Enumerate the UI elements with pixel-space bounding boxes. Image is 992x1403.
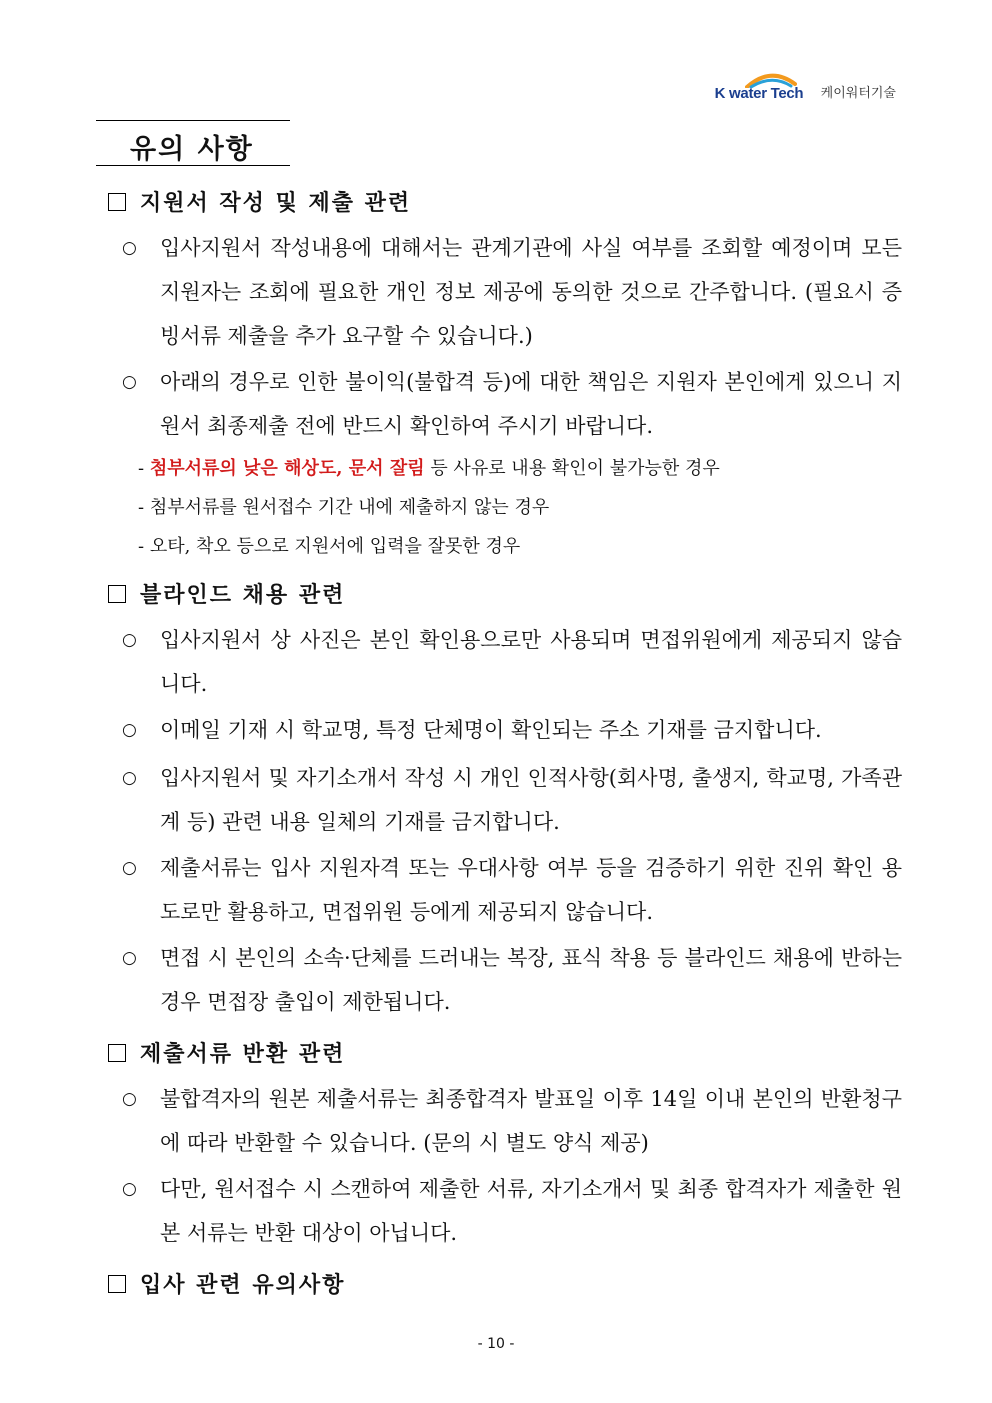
- circle-bullet-icon: ○: [122, 1179, 137, 1199]
- circle-bullet-icon: ○: [122, 630, 137, 650]
- dash-bullet: -: [138, 497, 145, 518]
- dash-bullet: -: [138, 536, 145, 557]
- list-item: [122, 1167, 902, 1255]
- list-item-text: 입사지원서 및 자기소개서 작성 시 개인 인적사항(회사명, 출생지, 학교명, 가족관계 등) 관련 내용 일체의 기재를 금지합니다.: [160, 766, 902, 834]
- logo-text: K water Tech: [714, 85, 804, 102]
- dash-bullet: -: [138, 458, 145, 479]
- circle-bullet-icon: ○: [122, 768, 137, 788]
- checkbox-square-icon: [108, 585, 126, 603]
- list-item: [122, 756, 902, 844]
- sub-list-item: [138, 493, 549, 519]
- sub-list-item-text: 첨부서류를 원서접수 기간 내에 제출하지 않는 경우: [149, 497, 550, 518]
- sub-list-item-text: 오타, 착오 등으로 지원서에 입력을 잘못한 경우: [149, 536, 521, 557]
- list-item-text: 입사지원서 작성내용에 대해서는 관계기관에 사실 여부를 조회할 예정이며 모든 지원자는 조회에 필요한 개인 정보 제공에 동의한 것으로 간주합니다. (필요시 증빙서류 제출을 추가 요구할 수 있습니다.): [160, 236, 902, 348]
- list-item-text: 이메일 기재 시 학교명, 특정 단체명이 확인되는 주소 기재를 금지합니다.: [160, 718, 822, 742]
- section-heading-notice: [108, 1268, 345, 1299]
- list-item: [122, 936, 902, 1024]
- list-item: [122, 618, 902, 706]
- list-item: [122, 708, 902, 752]
- section-heading-text: 입사 관련 유의사항: [140, 1273, 346, 1298]
- circle-bullet-icon: ○: [122, 238, 137, 258]
- section-heading-return: [108, 1037, 345, 1068]
- sub-list-item: [138, 532, 520, 558]
- section-heading-text: 블라인드 채용 관련: [140, 583, 346, 608]
- list-item-text: 면접 시 본인의 소속·단체를 드러내는 복장, 표식 착용 등 블라인드 채용에 반하는 경우 면접장 출입이 제한됩니다.: [160, 946, 902, 1014]
- section-heading-blind: [108, 578, 345, 609]
- sub-list-item: [138, 454, 720, 480]
- list-item: [122, 846, 902, 934]
- section-heading-text: 제출서류 반환 관련: [140, 1042, 346, 1067]
- circle-bullet-icon: ○: [122, 948, 137, 968]
- logo-mark: [715, 72, 811, 102]
- checkbox-square-icon: [108, 1275, 126, 1293]
- page-title: 유의 사항: [130, 134, 254, 165]
- circle-bullet-icon: ○: [122, 372, 137, 392]
- circle-bullet-icon: ○: [122, 858, 137, 878]
- list-item: [122, 360, 902, 448]
- company-logo: [715, 72, 896, 102]
- list-item-text: 아래의 경우로 인한 불이익(불합격 등)에 대한 책임은 지원자 본인에게 있으니 지원서 최종제출 전에 반드시 확인하여 주시기 바랍니다.: [160, 370, 902, 438]
- section-heading-application: [108, 186, 411, 217]
- circle-bullet-icon: ○: [122, 1089, 137, 1109]
- checkbox-square-icon: [108, 193, 126, 211]
- circle-bullet-icon: ○: [122, 720, 137, 740]
- highlighted-text: 첨부서류의 낮은 해상도, 문서 잘림: [149, 458, 425, 479]
- page-number: - 10 -: [477, 1336, 515, 1352]
- section-heading-text: 지원서 작성 및 제출 관련: [140, 191, 412, 216]
- logo-korean-text: 케이워터기술: [820, 86, 896, 101]
- list-item-text: 입사지원서 상 사진은 본인 확인용으로만 사용되며 면접위원에게 제공되지 않습니다.: [160, 628, 902, 696]
- list-item-text: 불합격자의 원본 제출서류는 최종합격자 발표일 이후 14일 이내 본인의 반환청구에 따라 반환할 수 있습니다. (문의 시 별도 양식 제공): [160, 1087, 902, 1155]
- sub-list-item-text: 등 사유로 내용 확인이 불가능한 경우: [424, 458, 720, 479]
- checkbox-square-icon: [108, 1044, 126, 1062]
- page-title-box: [96, 120, 290, 166]
- list-item: [122, 1077, 902, 1165]
- list-item-text: 다만, 원서접수 시 스캔하여 제출한 서류, 자기소개서 및 최종 합격자가 제출한 원본 서류는 반환 대상이 아닙니다.: [160, 1177, 902, 1245]
- list-item-text: 제출서류는 입사 지원자격 또는 우대사항 여부 등을 검증하기 위한 진위 확인 용도로만 활용하고, 면접위원 등에게 제공되지 않습니다.: [160, 856, 902, 924]
- list-item: [122, 226, 902, 358]
